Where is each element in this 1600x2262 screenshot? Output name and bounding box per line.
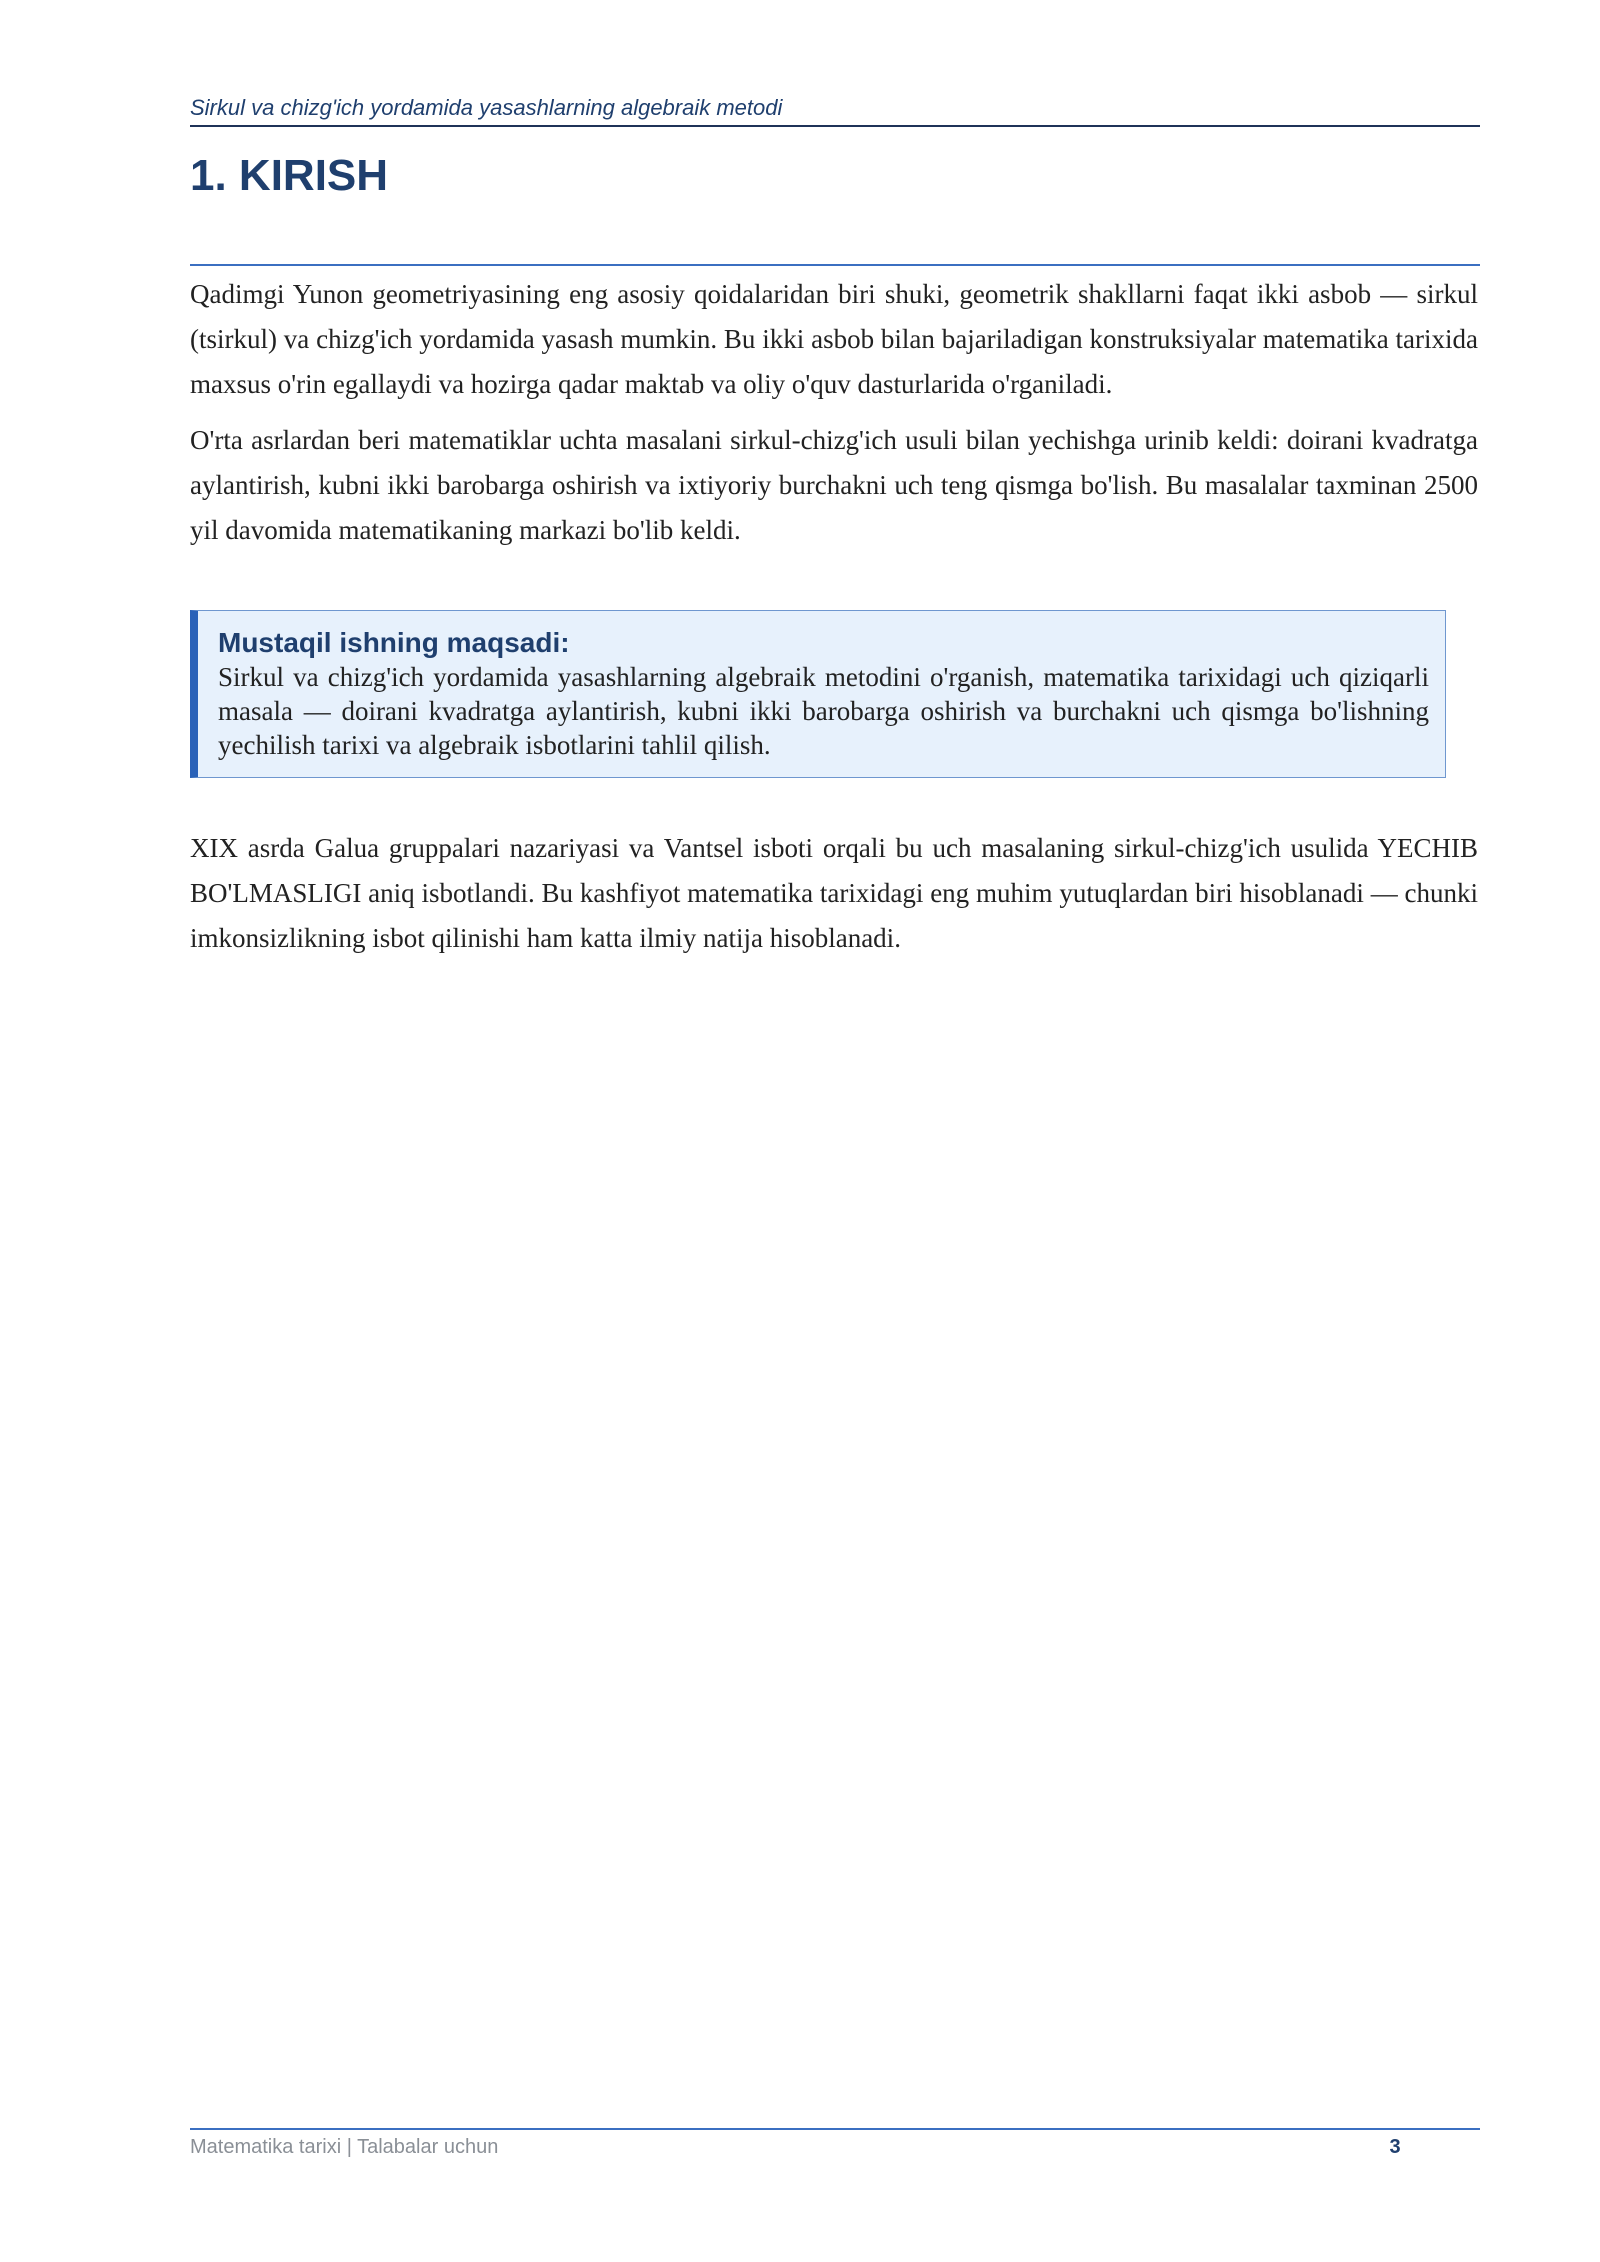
goal-text: Sirkul va chizg'ich yordamida yasashlarning algebraik metodini o'rganish, matematika tarixidagi uch qiziqarli masala — doirani kvadratga aylantirish, kubni ikki barobarga oshirish va burchakni uch qismga bo'lishning yechilish tarixi va algebraik isbotlarini tahlil qilish. <box>218 662 1429 760</box>
footer-text: Matematika tarixi | Talabalar uchun <box>190 2136 499 2158</box>
page-number: 3 <box>1389 2136 1401 2158</box>
paragraph-problems: O'rta asrlardan beri matematiklar uchta masalani sirkul-chizg'ich usuli bilan yechishga urinib keldi: doirani kvadratga aylantirish, kubni ikki barobarga oshirish va ixtiyoriy burchakni uch teng qismga bo'lish. Bu masalalar taxminan 2500 yil davomida matematikaning markazi bo'lib keldi. <box>190 425 1478 545</box>
footer-divider <box>190 2128 1480 2130</box>
goal-callout-box <box>190 610 1446 778</box>
section-title: 1. KIRISH <box>190 151 389 200</box>
title-divider <box>190 264 1480 266</box>
header-divider <box>190 125 1480 127</box>
paragraph-intro: Qadimgi Yunon geometriyasining eng asosiy qoidalaridan biri shuki, geometrik shakllarni faqat ikki asbob — sirkul (tsirkul) va chizg'ich yordamida yasash mumkin. Bu ikki asbob bilan bajariladigan konstruksiyalar matematika tarixida maxsus o'rin egallaydi va hozirga qadar maktab va oliy o'quv dasturlarida o'rganiladi. <box>190 279 1478 399</box>
running-header: Sirkul va chizg'ich yordamida yasashlarning algebraik metodi <box>190 95 783 120</box>
goal-title: Mustaqil ishning maqsadi: <box>218 627 570 658</box>
paragraph-galois: XIX asrda Galua gruppalari nazariyasi va Vantsel isboti orqali bu uch masalaning sirkul-chizg'ich usulida YECHIB BO'LMASLIGI aniq isbotlandi. Bu kashfiyot matematika tarixidagi eng muhim yutuqlardan biri hisoblanadi — chunki imkonsizlikning isbot qilinishi ham katta ilmiy natija hisoblanadi. <box>190 833 1478 953</box>
